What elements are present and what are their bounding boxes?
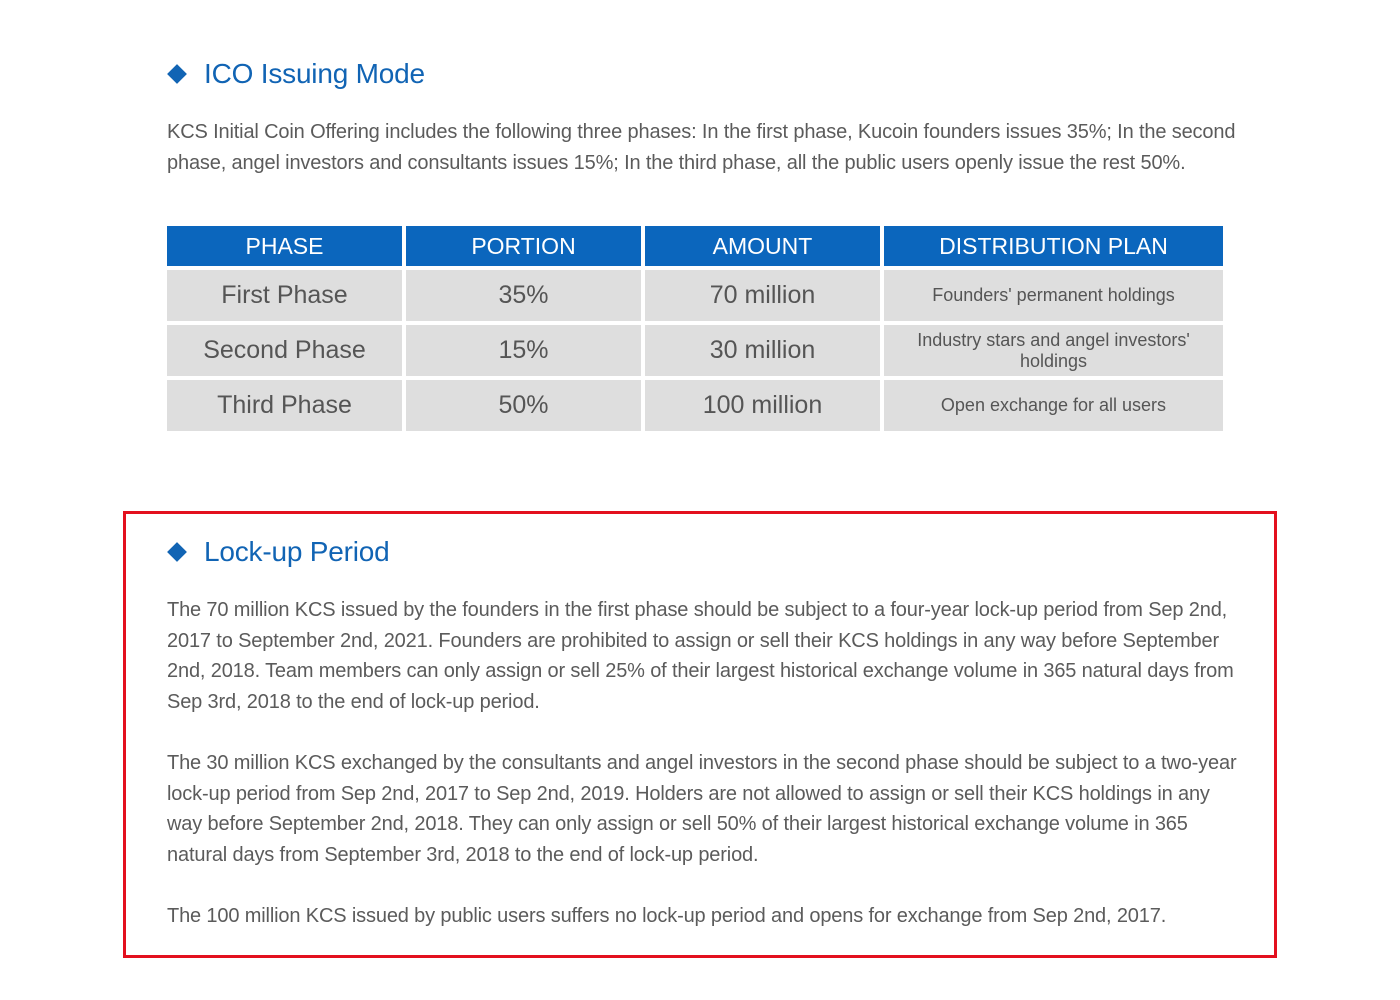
- table-header-row: [167, 226, 1223, 266]
- lockup-highlight-box: [123, 511, 1277, 958]
- lockup-paragraph-angel-investors: The 30 million KCS exchanged by the consultants and angel investors in the second phase should be subject to a two-year lock-up period from Sep 2nd, 2017 to Sep 2nd, 2019. Holders are not allowed to assign or sell their KCS holdings in any way before September 2nd, 2018. They can only assign or sell 50% of their largest historical exchange volume in 365 natural days from September 3rd, 2018 to the end of lock-up period.: [167, 752, 1237, 866]
- cell-distribution-plan: Open exchange for all users: [884, 380, 1223, 431]
- header-amount: AMOUNT: [645, 226, 880, 266]
- cell-portion: 15%: [406, 325, 641, 376]
- cell-amount: 100 million: [645, 380, 880, 431]
- diamond-bullet-icon: [167, 64, 187, 84]
- table-row: [167, 380, 1223, 431]
- table-row: [167, 270, 1223, 321]
- cell-amount: 30 million: [645, 325, 880, 376]
- ico-intro-paragraph: KCS Initial Coin Offering includes the following three phases: In the first phase, Kucoin founders issues 35%; In the second phase, angel investors and consultants issues 15%; In the third phase, all the public users openly issue the rest 50%.: [167, 121, 1236, 174]
- header-portion: PORTION: [406, 226, 641, 266]
- cell-amount: 70 million: [645, 270, 880, 321]
- cell-distribution-plan: Founders' permanent holdings: [884, 270, 1223, 321]
- lockup-section-heading: [167, 536, 390, 568]
- header-distribution-plan: DISTRIBUTION PLAN: [884, 226, 1223, 266]
- cell-phase: Second Phase: [167, 325, 402, 376]
- cell-phase: Third Phase: [167, 380, 402, 431]
- diamond-bullet-icon: [167, 542, 187, 562]
- cell-portion: 50%: [406, 380, 641, 431]
- header-phase: PHASE: [167, 226, 402, 266]
- cell-portion: 35%: [406, 270, 641, 321]
- cell-phase: First Phase: [167, 270, 402, 321]
- lockup-paragraph-founders: The 70 million KCS issued by the founders in the first phase should be subject to a four-year lock-up period from Sep 2nd, 2017 to September 2nd, 2021. Founders are prohibited to assign or sell their KCS holdings in any way before September 2nd, 2018. Team members can only assign or sell 25% of their largest historical exchange volume in 365 natural days from Sep 3rd, 2018 to the end of lock-up period.: [167, 599, 1234, 713]
- lockup-paragraph-public-users: The 100 million KCS issued by public users suffers no lock-up period and opens for exchange from Sep 2nd, 2017.: [167, 905, 1167, 927]
- lockup-heading-text: Lock-up Period: [204, 536, 390, 567]
- table-row: [167, 325, 1223, 376]
- cell-distribution-plan: Industry stars and angel investors' holdings: [884, 325, 1223, 376]
- ico-phase-table: [163, 222, 1227, 435]
- ico-section-heading: [167, 58, 425, 90]
- ico-heading-text: ICO Issuing Mode: [204, 58, 425, 89]
